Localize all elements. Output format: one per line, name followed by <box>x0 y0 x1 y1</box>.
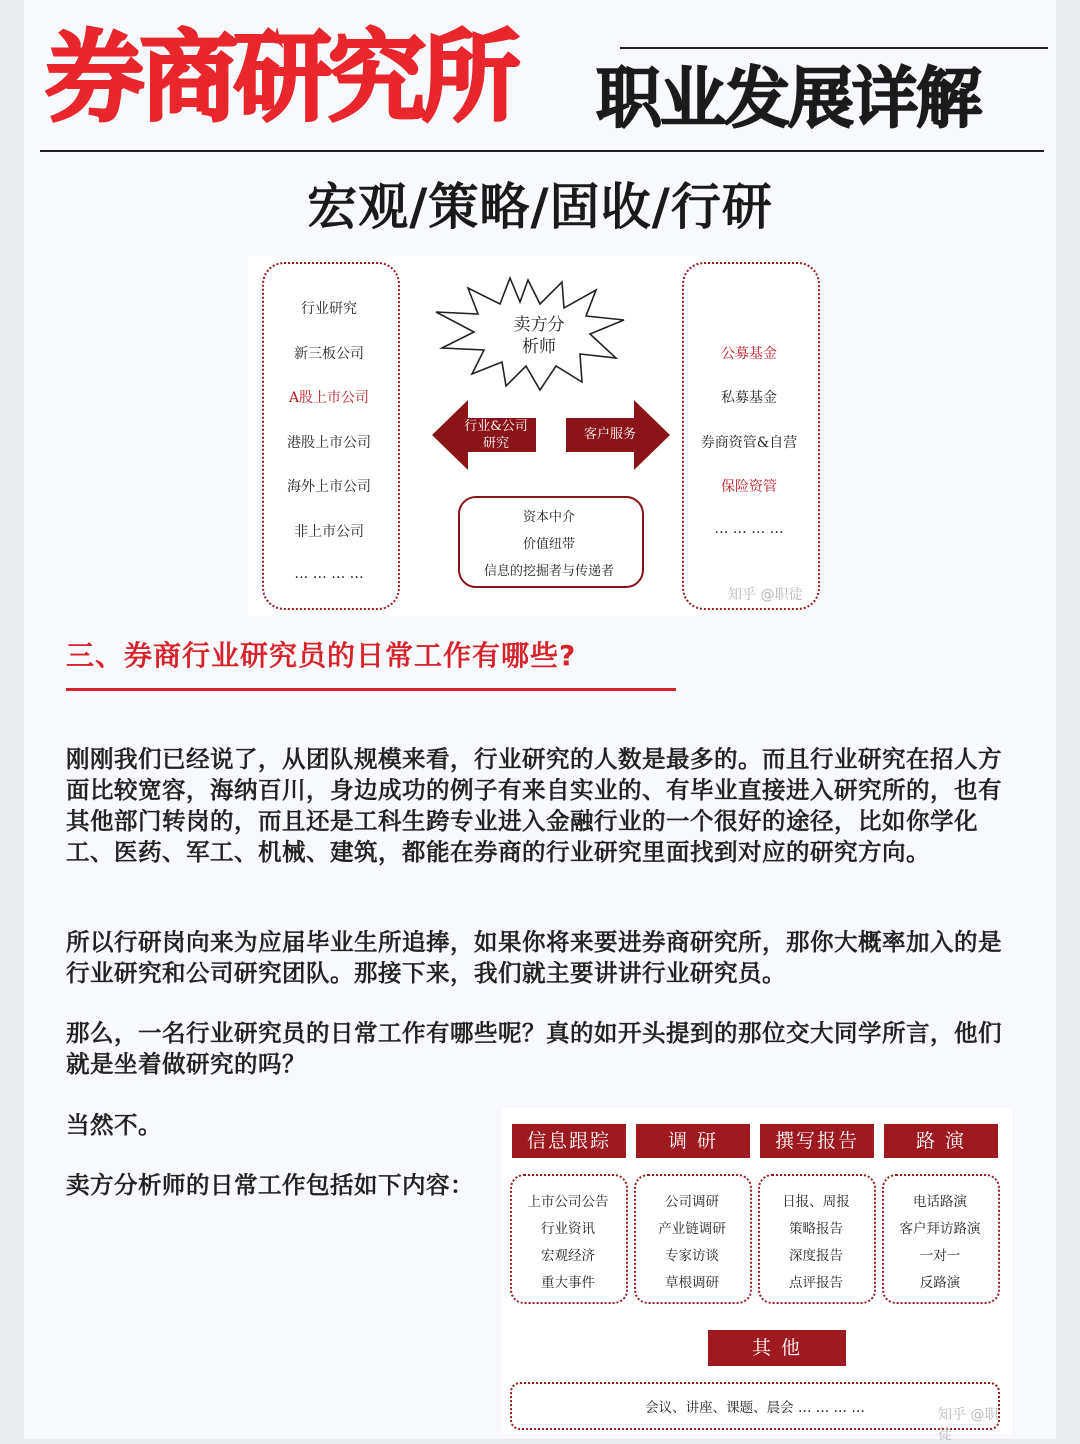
client-item: 私募基金 <box>721 390 777 406</box>
other-text: 会议、讲座、课题、晨会 … … … … <box>645 1400 865 1416</box>
client-item: … … … … <box>714 521 784 537</box>
client-item-highlight: 保险资管 <box>721 479 777 495</box>
paragraph-4: 当然不。 <box>66 1111 162 1139</box>
title-red: 券商研究所 <box>46 21 517 135</box>
coverage-item: … … … … <box>294 566 364 582</box>
burst-line: 卖方分 <box>513 315 565 335</box>
analyst-role-diagram <box>248 256 804 616</box>
coverage-list <box>262 262 396 606</box>
card-item: 电话路演 <box>913 1194 967 1210</box>
card-item: 日报、周报 <box>782 1194 850 1210</box>
coverage-item: 海外上市公司 <box>287 479 371 495</box>
coverage-item: 新三板公司 <box>294 346 364 362</box>
client-item-highlight: 公募基金 <box>721 346 777 362</box>
coverage-item-highlight: A股上市公司 <box>288 390 370 406</box>
watermark: 知乎 @职徒 <box>728 587 803 603</box>
arrow-line: 研究 <box>482 436 509 451</box>
card-item: 点评报告 <box>789 1275 843 1291</box>
card-item: 策略报告 <box>789 1221 843 1237</box>
paragraph-3: 那么，一名行业研究员的日常工作有哪些呢？真的如开头提到的那位交大同学所言，他们就是坐着做研究的吗？ <box>66 1019 1002 1078</box>
tag-other: 其 他 <box>708 1330 846 1366</box>
tag-research-visit: 调 研 <box>636 1124 750 1158</box>
card-item: 产业链调研 <box>658 1221 726 1237</box>
watermark: 知乎 @职徒 <box>938 1407 999 1443</box>
card-item: 专家访谈 <box>665 1248 719 1264</box>
card-item: 草根调研 <box>665 1275 719 1291</box>
subtitle: 宏观/策略/固收/行研 <box>307 178 773 236</box>
analyst-burst-label <box>494 314 584 358</box>
title-black: 职业发展详解 <box>596 60 980 137</box>
tag-report-writing: 撰写报告 <box>760 1124 874 1158</box>
page <box>24 0 1056 1443</box>
tag-roadshow: 路 演 <box>884 1124 998 1158</box>
center-box-text <box>459 506 639 587</box>
center-box-line: 信息的挖掘者与传递者 <box>483 564 614 579</box>
center-box-line: 价值纽带 <box>522 537 575 552</box>
card-item: 上市公司公告 <box>527 1194 609 1210</box>
client-item: 券商资管&自营 <box>700 435 798 451</box>
arrow-line: 行业&公司 <box>464 419 528 434</box>
paragraph-5: 卖方分析师的日常工作包括如下内容： <box>66 1171 474 1199</box>
coverage-item: 港股上市公司 <box>287 435 371 451</box>
card-item: 行业资讯 <box>541 1221 595 1237</box>
header-rule-bottom <box>40 150 1044 152</box>
section-underline <box>66 688 676 691</box>
card-item: 宏观经济 <box>541 1248 595 1264</box>
paragraph-2: 所以行研岗向来为应届毕业生所追捧，如果你将来要进券商研究所，那你大概率加入的是行业研究和公司研究团队。那接下来，我们就主要讲讲行业研究员。 <box>66 928 1002 987</box>
tag-info-tracking: 信息跟踪 <box>512 1124 626 1158</box>
card-item: 一对一 <box>919 1248 961 1264</box>
coverage-item: 行业研究 <box>301 301 357 317</box>
card-item: 反路演 <box>919 1275 961 1291</box>
coverage-item: 非上市公司 <box>294 524 364 540</box>
client-list <box>682 262 816 606</box>
section-title: 三、券商行业研究员的日常工作有哪些? <box>66 639 577 672</box>
center-box-line: 资本中介 <box>522 510 575 525</box>
left-arrow-label <box>456 418 536 452</box>
paragraph-1: 刚刚我们已经说了，从团队规模来看，行业研究的人数是最多的。而且行业研究在招人方面比较宽容，海纳百川，身边成功的例子有来自实业的、有毕业直接进入研究所的，也有其他部门转岗的，而且还是工科生跨专业进入金融行业的一个很好的途径，比如你学化工、医药、军工、机械、建筑，都能在券商的行业研究里面找到对应的研究方向。 <box>66 745 1002 866</box>
right-arrow-label: 客户服务 <box>583 427 636 442</box>
card-item: 公司调研 <box>665 1194 719 1210</box>
burst-line: 析师 <box>522 337 556 357</box>
header-rule-top <box>620 47 1048 49</box>
daily-work-diagram <box>502 1108 1012 1443</box>
card-item: 客户拜访路演 <box>899 1221 981 1237</box>
card-item: 重大事件 <box>541 1275 595 1291</box>
card-item: 深度报告 <box>789 1248 843 1264</box>
